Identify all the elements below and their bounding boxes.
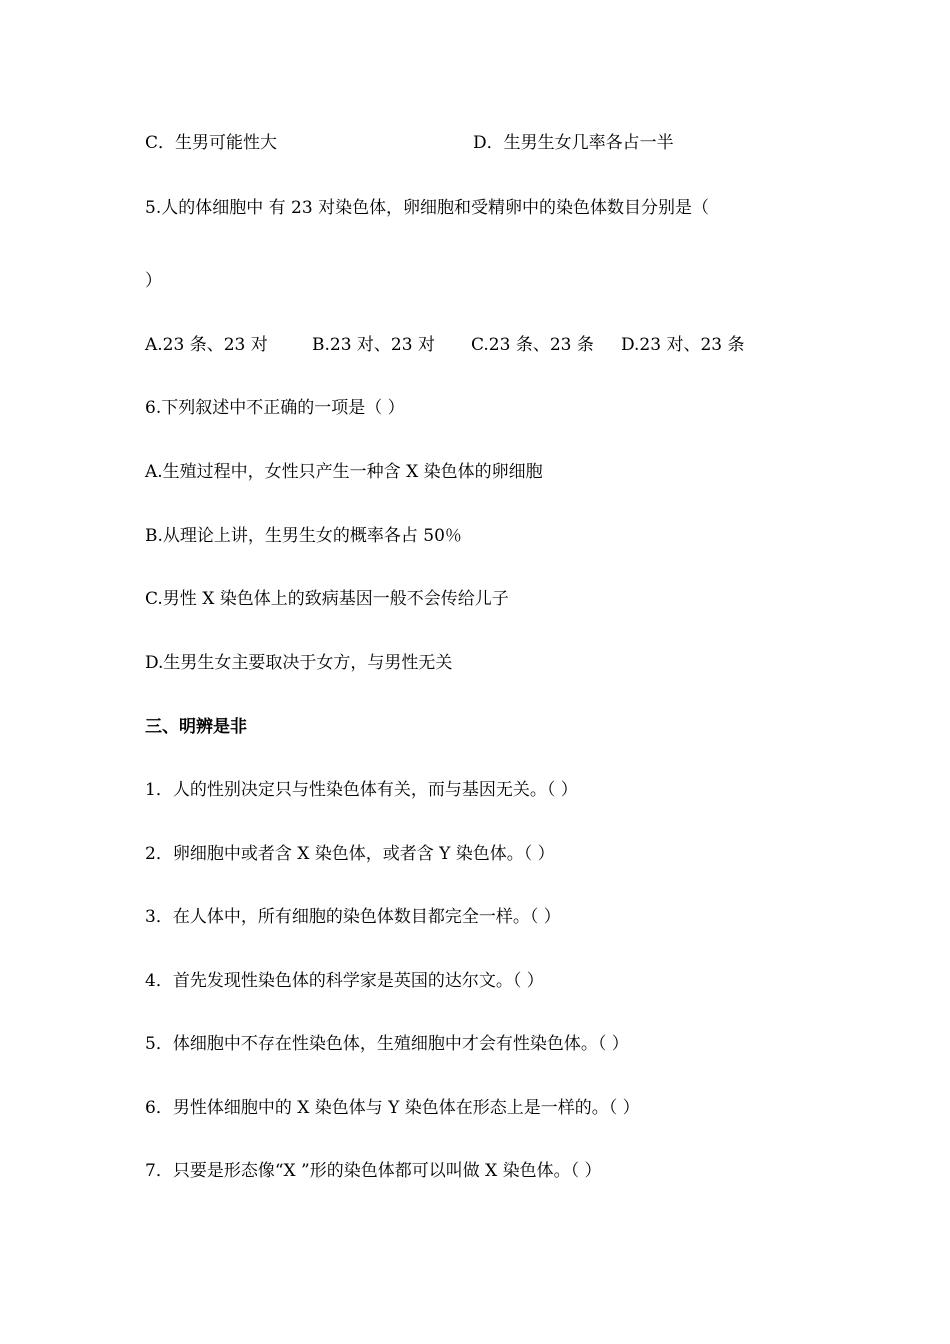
q6-stem: 6.下列叙述中不正确的一项是（ ） [145,398,405,418]
q5-option-b: B.23 对、23 对 [312,335,435,355]
q5-option-a: A.23 条、23 对 [145,335,268,355]
q6-option-d: D.生男生女主要取决于女方，与男性无关 [145,653,453,673]
q5-stem: 5.人的体细胞中 有 23 对染色体，卵细胞和受精卵中的染色体数目分别是（ [145,198,710,218]
q4-option-d-wrap [473,131,674,155]
q6-option-a: A.生殖过程中，女性只产生一种含 X 染色体的卵细胞 [145,462,543,482]
true-false-item-2: 2．卵细胞中或者含 X 染色体，或者含 Y 染色体。（ ） [145,844,555,864]
true-false-item-1: 1．人的性别决定只与性染色体有关，而与基因无关。（ ） [145,780,578,800]
q6-option-b: B.从理论上讲，生男生女的概率各占 50％ [145,526,462,546]
q5-option-d: D.23 对、23 条 [621,335,745,355]
true-false-item-4: 4．首先发现性染色体的科学家是英国的达尔文。（ ） [145,971,544,991]
section-title: 三、明辨是非 [145,717,247,737]
true-false-item-5: 5．体细胞中不存在性染色体，生殖细胞中才会有性染色体。（ ） [145,1034,629,1054]
true-false-item-7: 7．只要是形态像“X ”形的染色体都可以叫做 X 染色体。（ ） [145,1161,602,1181]
q5-option-c: C.23 条、23 条 [471,335,594,355]
q4-options-row [145,131,277,155]
q4-option-d: D．生男生女几率各占一半 [473,133,674,153]
q5-stem-end: ） [145,271,162,291]
true-false-item-3: 3．在人体中，所有细胞的染色体数目都完全一样。（ ） [145,907,561,927]
q6-option-c: C.男性 X 染色体上的致病基因一般不会传给儿子 [145,589,509,609]
q4-option-c: C．生男可能性大 [145,133,278,153]
true-false-item-6: 6．男性体细胞中的 X 染色体与 Y 染色体在形态上是一样的。（ ） [145,1098,640,1118]
